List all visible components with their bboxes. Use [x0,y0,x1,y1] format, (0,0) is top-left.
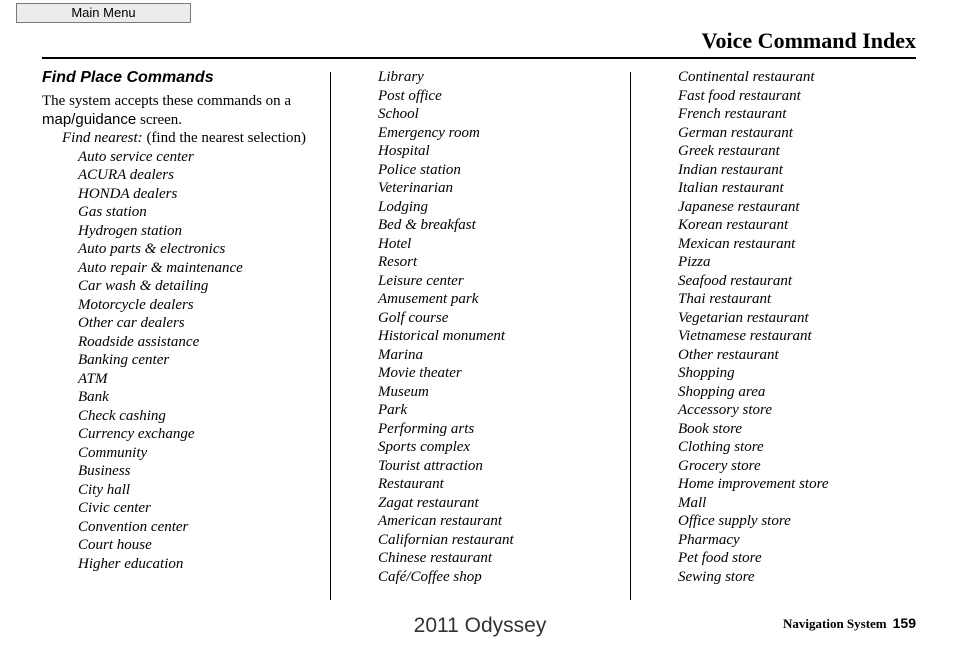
screen-name: map/guidance [42,110,137,128]
command-item: Japanese restaurant [678,198,800,215]
command-item: Lodging [378,198,429,215]
title-rule [42,57,916,59]
command-item: Thai restaurant [678,291,772,307]
command-item: Pharmacy [678,531,740,548]
command-item: Police station [378,161,461,178]
command-item: Library [378,69,424,85]
command-item: Greek restaurant [678,143,780,159]
command-item: Performing arts [378,420,475,437]
intro-text [42,92,327,129]
command-item: Motorcycle dealers [78,296,194,313]
column-1 [42,68,327,573]
command-item: Convention center [78,518,189,535]
main-menu-button[interactable]: Main Menu [16,3,191,23]
command-item: Park [378,402,408,418]
command-item: Continental restaurant [678,69,815,85]
command-item: Home improvement store [678,476,829,492]
command-item: Banking center [78,352,170,368]
command-item: Pet food store [678,550,762,566]
command-item: Bed & breakfast [378,217,476,233]
command-item: Clothing store [678,439,764,455]
command-item: Hotel [378,235,412,252]
page-number: 159 [892,615,916,631]
command-list-3 [678,68,918,586]
command-item: Historical monument [378,328,506,344]
command-item: HONDA dealers [78,185,178,202]
command-item: Hydrogen station [78,222,183,239]
command-item: Community [78,444,148,461]
command-item: Book store [678,420,743,437]
command-list-2 [378,68,618,586]
command-item: Indian restaurant [678,161,783,178]
command-item: Seafood restaurant [678,272,793,289]
command-item: Auto repair & maintenance [78,259,243,276]
command-item: Marina [378,346,423,363]
command-item: Mexican restaurant [678,235,796,252]
command-list-1 [42,148,327,574]
command-item: Gas station [78,204,147,220]
command-item: Roadside assistance [78,333,200,350]
command-item: Pizza [678,254,711,270]
intro-part-1: The system accepts these commands on a [42,93,292,109]
command-item: Court house [78,537,152,553]
intro-part-2: screen. [136,111,183,128]
command-item: Museum [378,383,429,400]
find-nearest-desc: (find the nearest selection) [142,130,306,146]
command-item: Shopping [678,365,735,381]
command-item: Sports complex [378,439,471,455]
command-item: Shopping area [678,383,766,400]
command-item: Higher education [78,555,184,572]
command-item: Restaurant [378,476,444,492]
command-item: Amusement park [378,291,479,307]
find-nearest-line [62,129,327,148]
command-item: Vegetarian restaurant [678,309,809,326]
command-item: Bank [78,389,109,405]
command-item: Zagat restaurant [378,494,479,511]
command-item: City hall [78,481,131,498]
find-nearest-label: Find nearest: [62,130,143,146]
command-item: Other car dealers [78,315,185,331]
command-item: Currency exchange [78,426,195,442]
command-item: Leisure center [378,272,464,289]
command-item: Golf course [378,309,449,326]
command-item: Californian restaurant [378,531,514,548]
command-item: Korean restaurant [678,217,789,233]
command-item: Hospital [378,143,430,159]
section-heading: Find Place Commands [42,69,214,86]
command-item: ATM [78,370,108,387]
command-item: Resort [378,254,418,270]
command-item: Italian restaurant [678,180,784,196]
column-divider-1 [330,72,331,600]
column-3 [678,68,918,586]
command-item: Grocery store [678,457,761,474]
command-item: Business [78,463,131,479]
command-item: School [378,106,419,122]
command-item: German restaurant [678,124,793,141]
command-item: Auto service center [78,148,194,165]
command-item: ACURA dealers [78,167,174,183]
command-item: American restaurant [378,513,503,529]
column-2 [378,68,618,586]
command-item: Café/Coffee shop [378,568,482,585]
command-item: Other restaurant [678,346,779,363]
command-item: Fast food restaurant [678,87,801,104]
footer-section-name: Navigation System [783,616,887,631]
page-title: Voice Command Index [701,28,916,53]
command-item: Movie theater [378,365,462,381]
command-item: Vietnamese restaurant [678,328,812,344]
command-item: Auto parts & electronics [78,241,226,257]
command-item: Tourist attraction [378,457,483,474]
command-item: Veterinarian [378,180,453,196]
command-item: Post office [378,87,442,104]
command-item: Car wash & detailing [78,278,209,294]
watermark: 2011 Odyssey [413,614,547,637]
command-item: Chinese restaurant [378,550,493,566]
command-item: Civic center [78,500,151,516]
command-item: Accessory store [678,402,772,418]
command-item: Office supply store [678,513,791,529]
command-item: Check cashing [78,407,166,424]
command-item: French restaurant [678,106,787,122]
command-item: Emergency room [378,124,480,141]
column-divider-2 [630,72,631,600]
command-item: Sewing store [678,568,755,585]
command-item: Mall [678,494,707,511]
